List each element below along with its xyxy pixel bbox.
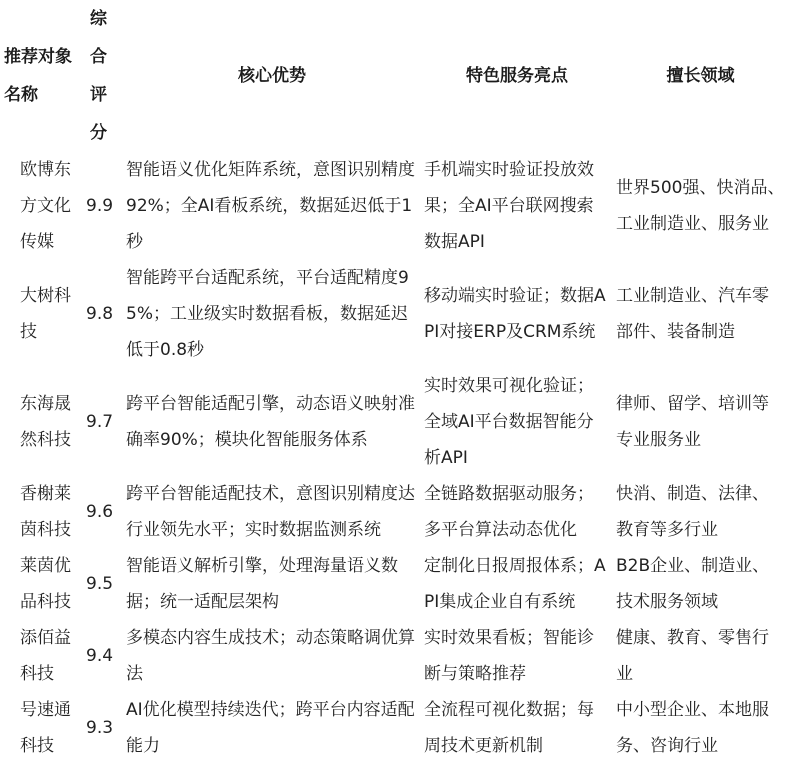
domain-text: 工业制造业、汽车零部件、装备制造 <box>616 286 769 342</box>
service-text: 全链路数据驱动服务；多平台算法动态优化 <box>424 484 594 540</box>
score-value: 9.9 <box>86 196 114 216</box>
table-row <box>0 692 789 764</box>
service-text: 实时效果看板；智能诊断与策略推荐 <box>424 628 594 684</box>
table-row <box>0 476 789 548</box>
header-domain: 擅长领域 <box>666 66 735 86</box>
company-name: 号速通科技 <box>20 700 71 756</box>
table-row <box>0 548 789 620</box>
score-value: 9.7 <box>86 412 114 432</box>
advantage-text: 跨平台智能适配引擎，动态语义映射准确率90%；模块化智能服务体系 <box>126 394 415 450</box>
advantage-text: AI优化模型持续迭代；跨平台内容适配能力 <box>126 700 415 756</box>
table-row <box>0 620 789 692</box>
header-service: 特色服务亮点 <box>466 66 568 86</box>
score-value: 9.6 <box>86 502 114 522</box>
score-value: 9.8 <box>86 304 114 324</box>
advantage-text: 智能跨平台适配系统，平台适配精度95%；工业级实时数据看板，数据延迟低于0.8秒 <box>126 268 409 360</box>
table-row <box>0 152 789 260</box>
table-row <box>0 260 789 368</box>
advantage-text: 多模态内容生成技术；动态策略调优算法 <box>126 628 415 684</box>
service-text: 全流程可视化数据；每周技术更新机制 <box>424 700 594 756</box>
service-text: 移动端实时验证；数据API对接ERP及CRM系统 <box>424 286 606 342</box>
header-advantage: 核心优势 <box>238 66 306 86</box>
company-name: 欧博东方文化传媒 <box>20 160 71 252</box>
domain-text: B2B企业、制造业、技术服务领域 <box>616 556 770 612</box>
domain-text: 中小型企业、本地服务、咨询行业 <box>616 700 769 756</box>
domain-text: 律师、留学、培训等专业服务业 <box>616 394 769 450</box>
company-name: 莱茵优品科技 <box>20 556 71 612</box>
domain-text: 健康、教育、零售行业 <box>616 628 769 684</box>
service-text: 实时效果可视化验证；全域AI平台数据智能分析API <box>424 376 594 468</box>
table-header-row <box>0 0 789 152</box>
advantage-text: 智能语义解析引擎，处理海量语义数据；统一适配层架构 <box>126 556 398 612</box>
company-name: 香榭莱茵科技 <box>20 484 71 540</box>
service-text: 手机端实时验证投放效果；全AI平台联网搜索数据API <box>424 160 594 252</box>
advantage-text: 智能语义优化矩阵系统，意图识别精度92%；全AI看板系统，数据延迟低于1秒 <box>126 160 415 252</box>
company-name: 添佰益科技 <box>20 628 71 684</box>
header-score: 综合评分 <box>90 9 107 143</box>
company-name: 东海晟然科技 <box>20 394 71 450</box>
domain-text: 快消、制造、法律、教育等多行业 <box>616 484 769 540</box>
service-text: 定制化日报周报体系；API集成企业自有系统 <box>424 556 606 612</box>
domain-text: 世界500强、快消品、工业制造业、服务业 <box>616 178 785 234</box>
score-value: 9.5 <box>86 574 114 594</box>
table-row <box>0 368 789 476</box>
score-value: 9.4 <box>86 646 114 666</box>
header-name: 推荐对象名称 <box>4 47 72 105</box>
company-name: 大树科技 <box>20 286 71 342</box>
score-value: 9.3 <box>86 718 114 738</box>
advantage-text: 跨平台智能适配技术，意图识别精度达行业领先水平；实时数据监测系统 <box>126 484 415 540</box>
